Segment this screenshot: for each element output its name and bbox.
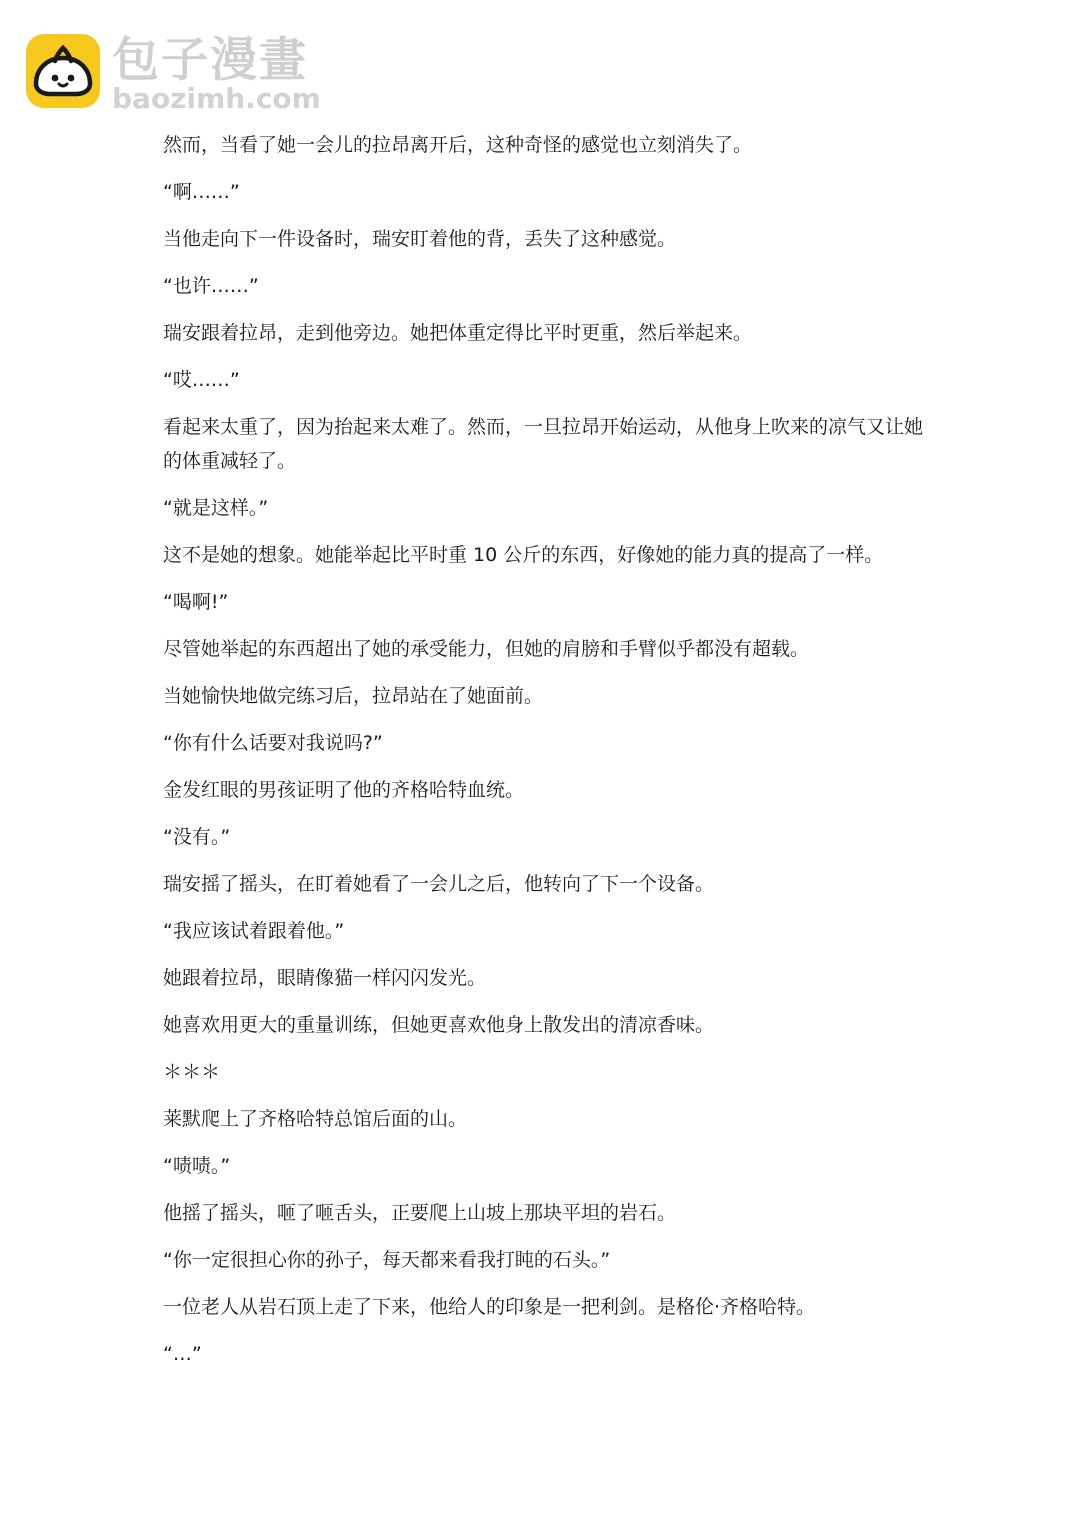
paragraph: “啧啧。” <box>163 1155 231 1177</box>
paragraph: “没有。” <box>163 826 231 848</box>
paragraph: 瑞安摇了摇头，在盯着她看了一会儿之后，他转向了下一个设备。 <box>163 873 715 895</box>
paragraph: 她喜欢用更大的重量训练，但她更喜欢他身上散发出的清凉香味。 <box>163 1014 715 1036</box>
paragraph: 瑞安跟着拉昂，走到他旁边。她把体重定得比平时更重，然后举起来。 <box>163 322 753 344</box>
paragraph: “哎……” <box>163 369 240 391</box>
paragraph: “也许……” <box>163 275 259 297</box>
paragraph: “喝啊!” <box>163 591 229 613</box>
chapter-text <box>163 128 923 1384</box>
paragraph: 金发红眼的男孩证明了他的齐格哈特血统。 <box>163 779 525 801</box>
paragraph: 莱默爬上了齐格哈特总馆后面的山。 <box>163 1108 468 1130</box>
logo-title: 包子漫畫 <box>112 33 308 88</box>
paragraph: 他摇了摇头，咂了咂舌头，正要爬上山坡上那块平坦的岩石。 <box>163 1202 677 1224</box>
paragraph: “你一定很担心你的孙子，每天都来看我打盹的石头。” <box>163 1249 611 1271</box>
paragraph: 尽管她举起的东西超出了她的承受能力，但她的肩膀和手臂似乎都没有超载。 <box>163 638 810 660</box>
paragraph: 看起来太重了，因为抬起来太难了。然而，一旦拉昂开始运动，从他身上吹来的凉气又让她的体重减轻了。 <box>163 416 924 472</box>
paragraph: “我应该试着跟着他。” <box>163 920 345 942</box>
paragraph: 一位老人从岩石顶上走了下来，他给人的印象是一把利剑。是格伦·齐格哈特。 <box>163 1296 816 1318</box>
paragraph: “你有什么话要对我说吗?” <box>163 732 383 754</box>
site-logo[interactable] <box>26 34 326 114</box>
paragraph: 当他走向下一件设备时，瑞安盯着他的背，丢失了这种感觉。 <box>163 228 677 250</box>
paragraph: “…” <box>163 1343 202 1365</box>
paragraph: 她跟着拉昂，眼睛像猫一样闪闪发光。 <box>163 967 487 989</box>
paragraph: “啊……” <box>163 181 240 203</box>
bun-mascot-icon <box>26 34 100 108</box>
logo-badge <box>26 34 100 108</box>
section-break: ＊＊＊ <box>163 1061 221 1083</box>
logo-domain: baozimh.com <box>112 82 321 115</box>
paragraph: “就是这样。” <box>163 497 269 519</box>
paragraph: 这不是她的想象。她能举起比平时重 10 公斤的东西，好像她的能力真的提高了一样。 <box>163 544 884 566</box>
paragraph: 然而，当看了她一会儿的拉昂离开后，这种奇怪的感觉也立刻消失了。 <box>163 134 753 156</box>
paragraph: 当她愉快地做完练习后，拉昂站在了她面前。 <box>163 685 544 707</box>
